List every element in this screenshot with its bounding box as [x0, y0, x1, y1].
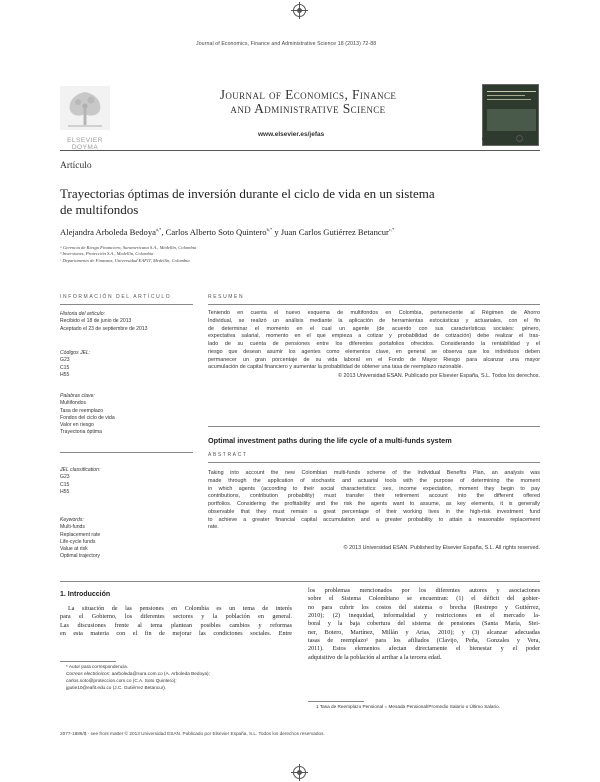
- abstract-label: ABSTRACT: [208, 452, 248, 458]
- abstract-text: [208, 470, 540, 532]
- keyword: Fondos del ciclo de vida: [60, 414, 115, 421]
- resumen-line: permanecer un gran porcentaje de su vida laboral en el Fondo de Mayor Riesgo para alcanzar una mayor: [208, 356, 540, 363]
- running-head: Journal of Economics, Finance and Administrative Science 18 (2013) 72-88: [196, 41, 377, 47]
- email-2[interactable]: carlos.soto@proteccion.com.co (C.A. Soto Quintero);: [66, 677, 177, 683]
- info-divider-mid: [60, 452, 193, 453]
- abstract-line: rate.: [208, 524, 219, 531]
- keywords-label-es: Palabras clave:: [60, 393, 95, 399]
- resumen-line: Individual, se realizó un análisis mediante la aplicación de herramientas estocásticas y actuariales, con el fin: [208, 317, 540, 324]
- intro-line: La situación de las pensiones en Colombia es un tema de interés: [68, 606, 292, 612]
- intro-line: los problemas mencionados por los diferentes autores y asociaciones: [308, 588, 540, 594]
- article-title-line2: de multifondos: [60, 202, 139, 217]
- email-3[interactable]: jgutie10@eafit.edu.co (J.C. Gutiérrez Betancur).: [66, 684, 167, 690]
- abstract-line: contributions, contribution probability) must transfer their retirement account into the different offered: [208, 493, 540, 500]
- author-2-sup: b,*: [266, 227, 273, 233]
- abstract-copyright: © 2013 Universidad ESAN. Published by Elsevier España, S.L. All rights reserved.: [343, 545, 540, 551]
- header-divider: [60, 150, 540, 151]
- affiliation-c: ᶜ Departamento de Finanzas, Universidad EAFIT, Medellín, Colombia: [60, 257, 190, 263]
- jel-code-en: C15: [60, 481, 70, 488]
- keyword: Tasa de reemplazo: [60, 407, 104, 414]
- intro-line: 2011). Estos elementos afectan directamente el bienestar y el poder: [308, 646, 540, 653]
- journal-title-line1: Journal of Economics, Finance: [219, 87, 397, 102]
- jel-code: G23: [60, 357, 70, 364]
- accepted-date: Aceptado el 23 de septiembre de 2013: [60, 325, 148, 332]
- keywords-es: [60, 393, 195, 437]
- journal-title-block: [178, 88, 438, 116]
- resumen-divider-top: [208, 304, 540, 305]
- intro-line: boral y la baja cobertura del sistema de pensiones (Santa María, Stei-: [308, 621, 540, 628]
- jel-code: H55: [60, 371, 70, 378]
- footnote-divider-left: [60, 661, 116, 662]
- received-date: Recibido el 18 de junio de 2013: [60, 318, 132, 325]
- keyword-en: Multi-funds: [60, 524, 85, 531]
- abstract-line: Taking into account the new Colombian multi-funds scheme of the Individual Benefits Plan, an analysis was: [208, 470, 540, 476]
- elsevier-logo: [60, 86, 110, 151]
- correspondence-footnote: [66, 664, 292, 692]
- intro-line: Las discusiones frente al tema plantean posibles cambios y reformas: [60, 622, 292, 629]
- jel-label-es: Códigos JEL:: [60, 350, 91, 356]
- cover-seal-icon: [516, 135, 523, 142]
- intro-line: sobre el Sistema Colombiano se encuentran: (1) el déficit del gobier-: [308, 596, 540, 603]
- registration-mark-bottom-icon: [293, 766, 306, 779]
- intro-right-column: [308, 587, 540, 662]
- footer-issn: 2077-1886/$ - see front matter © 2013 Universidad ESAN. Publicado por Elsevier España, S.L. Todos los derechos reservados.: [60, 731, 325, 736]
- affiliation-a: ᵃ Gerencia de Riesgo Financiero, Suramericana S.A., Medellín, Colombia: [60, 245, 197, 250]
- elsevier-tree-icon: [60, 86, 110, 130]
- emails-label: Correos electrónicos:: [66, 670, 111, 676]
- publisher-subname: DOYMA: [71, 144, 99, 151]
- intro-line: no para cubrir los costos del sistema o brecha (Restrepo y Gutiérrez,: [308, 604, 540, 611]
- resumen-line: de determinar el momento en el cual un agente (de acuerdo con sus características sociales: género,: [208, 325, 540, 332]
- keyword-en: Replacement rate: [60, 531, 101, 538]
- author-1: Alejandra Arboleda Bedoya: [60, 227, 156, 237]
- keyword-en: Value at risk: [60, 546, 88, 553]
- keywords-label-en: Keywords:: [60, 517, 84, 523]
- english-title: Optimal investment paths during the life cycle of a multi-funds system: [208, 436, 452, 445]
- abstract-line: portfolios. Considering the profitability and the risk the agents want to assume, as key elements, it is generally: [208, 501, 540, 507]
- jel-code-en: H55: [60, 488, 70, 495]
- publisher-name: ELSEVIER: [67, 137, 103, 144]
- authors: [60, 227, 394, 237]
- author-3: y Juan Carlos Gutiérrez Betancur: [272, 227, 389, 237]
- resumen-line: Teniendo en cuenta el nuevo esquema de multifondos en Colombia, perteneciente al Régimen de Ahorro: [208, 310, 540, 316]
- keywords-en: [60, 517, 195, 561]
- resumen-line: acumulación de capital financiero y aumentar la probabilidad de obtener una tasa de reemplazo razonable.: [208, 364, 464, 371]
- affiliation-b: ᵇ Inversiones, Protección S.A., Medellín, Colombia: [60, 251, 154, 257]
- jel-code: C15: [60, 364, 70, 371]
- registration-mark-top-icon: [293, 4, 306, 17]
- abstract-line: made through the application of stochastic and actuarial tools with the purpose of determining the moment: [208, 477, 540, 484]
- resumen-line: riesgo que desean asumir los agentes como elementos clave, en general se observa que los individuos deben: [208, 348, 540, 355]
- keyword-en: Optimal trajectory: [60, 553, 100, 560]
- intro-line: 2010); (2) inequidad, informalidad y restricciones en el mercado la-: [308, 613, 540, 620]
- article-history: [60, 311, 195, 333]
- keyword: Valor en riesgo: [60, 422, 94, 429]
- intro-line: tasas de reemplazo¹ para los afiliados (Clavijo, Peña, Gonzales y Vera,: [308, 638, 540, 645]
- author-3-sup: c,*: [388, 227, 395, 233]
- abstract-line: to achieve a greater financial capital accumulation and a greater probability to attain a reasonable replacement: [208, 516, 540, 523]
- corresponding-author: * Autor para correspondencia.: [66, 664, 129, 669]
- cover-label: ESAN: [482, 136, 494, 141]
- info-divider-top: [60, 304, 193, 305]
- resumen-text: [208, 310, 540, 372]
- article-title-line1: Trayectorias óptimas de inversión durante el ciclo de vida en un sistema: [60, 186, 435, 201]
- article-type: Artículo: [60, 161, 92, 171]
- keyword: Trayectoria óptima: [60, 429, 102, 436]
- history-label: Historia del artículo:: [60, 311, 106, 317]
- article-info-label: INFORMACIÓN DEL ARTÍCULO: [60, 294, 172, 300]
- intro-line: para el Gobierno, los diferentes sectores y la población en general.: [60, 614, 292, 621]
- resumen-label: RESUMEN: [208, 294, 245, 300]
- author-1-sup: a,*: [155, 227, 162, 233]
- jel-label-en: JEL classification:: [60, 467, 101, 473]
- intro-line: adquisitivo de la población al arribar a la tercera edad.: [308, 654, 442, 661]
- abstract-line: observable that they must remain a great percentage of their working lives in the high-risk investment fund: [208, 508, 540, 515]
- affiliations: [60, 245, 196, 264]
- front-matter-divider: [60, 581, 540, 582]
- abstract-line: in which agents (according to their social characteristics: sex, income expectation, moment they begin to pay: [208, 485, 540, 492]
- resumen-line: lado de su cuenta de pensiones entre los diferentes portafolios ofrecidos. Considerando la rentabilidad y el: [208, 341, 540, 347]
- jel-codes-es: [60, 350, 195, 379]
- author-2: , Carlos Alberto Soto Quintero: [161, 227, 267, 237]
- keyword-en: Life-cycle funds: [60, 538, 96, 545]
- footnote-divider-right: [308, 701, 364, 702]
- journal-url-link[interactable]: www.elsevier.es/jefas: [258, 131, 325, 138]
- journal-title-line2: and Administrative Science: [230, 101, 386, 116]
- jel-code-en: G23: [60, 474, 70, 481]
- keyword: Multifondos: [60, 400, 87, 407]
- resumen-divider-bottom: [208, 426, 540, 427]
- abstract-divider-top: [208, 462, 540, 463]
- intro-left-column: [60, 605, 292, 638]
- intro-heading: 1. Introducción: [60, 591, 111, 598]
- intro-line: ner, Botero, Martínez, Millán y Arias, 2010); y (3) alcanzar adecuadas: [308, 629, 540, 636]
- resumen-line: expectativa salarial, momento en el que empieza a cotizar y probabilidad de cotización) debe realizar el tras-: [208, 333, 540, 340]
- resumen-copyright: © 2013 Universidad ESAN. Publicado por Elsevier España, S.L. Todos los derechos.: [338, 373, 540, 379]
- jel-codes-en: [60, 467, 195, 496]
- footnote-1: 1 Tasa de Reemplazo Pensional = Mesada Pensional/Promedio Salario o Último Salario.: [316, 704, 501, 709]
- intro-line: en esta materia con el fin de mejorar las condiciones sociales. Entre: [60, 631, 292, 638]
- email-1[interactable]: aarboleda@sura.com.co (A. Arboleda Bedoya);: [111, 670, 210, 676]
